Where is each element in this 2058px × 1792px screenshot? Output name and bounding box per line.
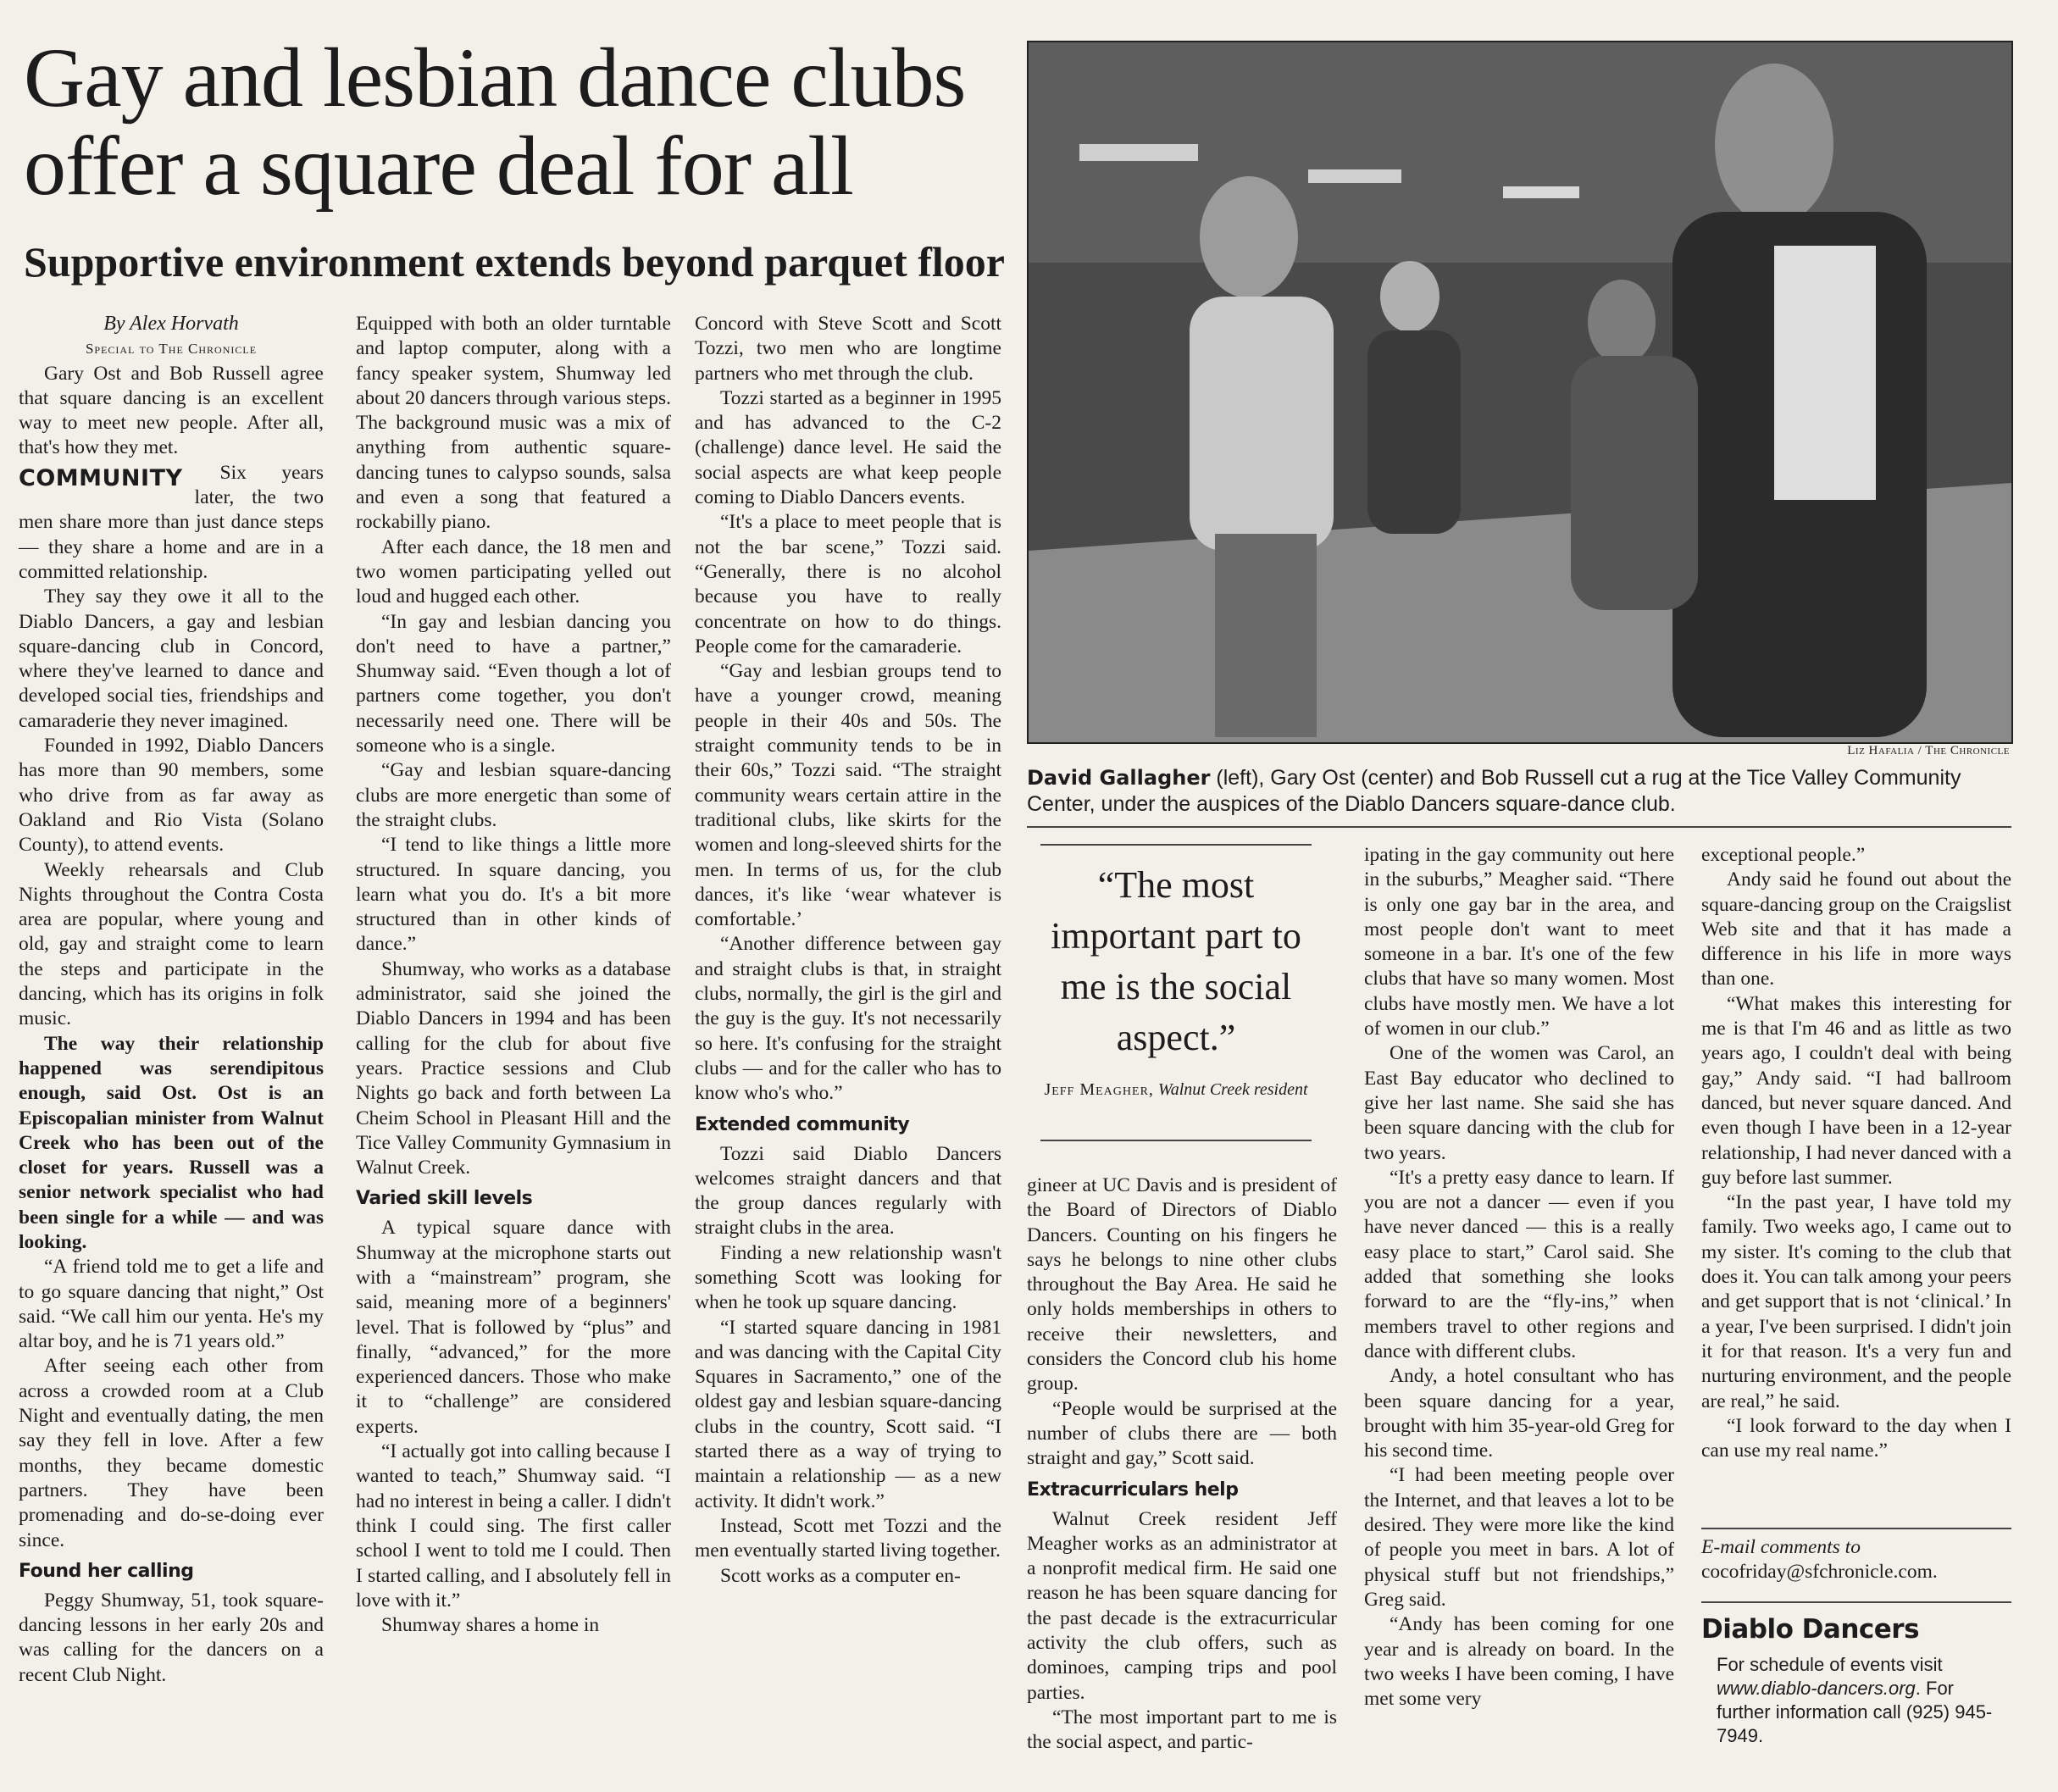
divider [1040,1140,1312,1141]
paragraph: “A friend told me to get a life and to go square dancing that night,” Ost said. “We call him our yenta. He's my altar boy, and he is 71 years old.” [19,1256,324,1353]
email-block [1701,1535,2011,1585]
paragraph: “Andy has been coming for one year and is already on board. In the two weeks I have been coming, I have met some very [1364,1613,1674,1711]
paragraph: Tozzi started as a beginner in 1995 and has advanced to the C-2 (challenge) dance level. He said the social aspects are what keep people coming to Diablo Dancers events. [695,386,1001,509]
caption-name: David Gallagher [1027,766,1211,790]
paragraph: Walnut Creek resident Jeff Meagher works as an administrator at a nonprofit medical firm. He said one reason he has been square dancing for the past decade is the extracurricular activity the club offers, such as dominoes, camping trips and pool parties. [1027,1507,1337,1704]
paragraph: “I started square dancing in 1981 and was dancing with the Capital City Squares in Sacramento,” one of the oldest gay and lesbian square-dancing clubs in the country, Scott said. “I started there as a way of trying to maintain a relationship — as a new activity. It didn't work.” [695,1316,1001,1512]
paragraph: Weekly rehearsals and Club Nights throughout the Contra Costa area are popular, where young and old, gay and straight come to learn the steps and participate in the dancing, which has its origins in folk music. [19,858,324,1030]
sidebar-diablo-dancers [1701,1614,2011,1748]
pull-quote-text: “The most important part to me is the social aspect.” [1051,864,1301,1058]
email-link[interactable]: cocofriday@sfchronicle.com. [1701,1561,1938,1584]
article-column-4 [1027,1173,1337,1756]
paragraph: COMMUNITY Six years later, the two men share more than just dance steps — they share a home and are in a committed relationship. [19,461,324,585]
sidebar-url[interactable]: www.diablo-dancers.org [1717,1678,1916,1699]
paragraph: “Another difference between gay and straight clubs is that, in straight clubs, normally, the girl is the girl and the guy is the guy. It's not necessarily so here. It's confusing for the straight clubs — and for the caller who has to know who's who.” [695,933,1001,1105]
paragraph: “In the past year, I have told my family. Two weeks ago, I came out to my sister. It's coming to the club that does it. You can talk among your peers and get support that is not ‘clinical.’ In a year, I've been surprised. I didn't join it for that reason. It's a very fun and nurturing environment, and the people are real,” he said. [1701,1191,2011,1412]
paragraph: One of the women was Carol, an East Bay educator who declined to give her last name. She said she has been square dancing with the club for two years. [1364,1042,1674,1164]
email-label: E-mail comments to [1701,1536,1861,1558]
headline: Gay and lesbian dance clubs offer a square deal for all [24,31,966,213]
photo-caption: David Gallagher (left), Gary Ost (center) and Bob Russell cut a rug at the Tice Valley Community Center, under the auspices of the Diablo Dancers square-dance club. [1027,766,1961,816]
divider [1701,1528,2011,1529]
subheading-varied-skill-levels: Varied skill levels [356,1188,533,1210]
article-column-2 [356,312,671,1638]
sidebar-body: For schedule of events visit www.diablo-dancers.org. For further information call (925) 945-7949. [1717,1654,1993,1746]
paragraph: exceptional people.” [1701,844,1866,866]
community-kicker: COMMUNITY [19,464,183,491]
paragraph: They say they owe it all to the Diablo Dancers, a gay and lesbian square-dancing club in Concord, where they've learned to dance and developed social ties, friendships and camaraderie they never imagined. [19,585,324,732]
paragraph: Founded in 1992, Diablo Dancers has more than 90 members, some who drive from as far away as Oakland and Rio Vista (Solano County), to attend events. [19,735,324,857]
paragraph: “Gay and lesbian square-dancing clubs are more energetic than some of the straight clubs. [356,759,671,831]
byline-org: Special to The Chronicle [85,341,258,358]
paragraph: “I look forward to the day when I can use my real name.” [1701,1414,2011,1462]
paragraph: Peggy Shumway, 51, took square-dancing lessons in her early 20s and was calling for the dancers on a recent Club Night. [19,1589,324,1686]
article-column-5 [1364,843,1674,1712]
paragraph: The way their relationship happened was serendipitous enough, said Ost. Ost is an Episcopalian minister from Walnut Creek who has been out of the closet for years. Russell was a senior network specialist who had been single for a while — and was looking. [19,1032,324,1253]
paragraph: After seeing each other from across a crowded room at a Club Night and eventually dating, the men say they fell in love. After a few months, they became domestic partners. They have been promenading and do-se-doing ever since. [19,1355,324,1551]
paragraph: Equipped with both an older turntable and laptop computer, along with a fancy speaker system, Shumway led about 20 dancers through various steps. The background music was a mix of anything from authentic square-dancing tunes to calypso sounds, salsa and even a song that featured a rockabilly piano. [356,313,672,534]
article-column-6 [1701,843,2011,1463]
paragraph: Tozzi said Diablo Dancers welcomes straight dancers and that the group dances regularly with straight clubs in the area. [695,1142,1001,1240]
paragraph: Concord with Steve Scott and Scott Tozzi, two men who are longtime partners who met through the club. [695,313,1001,385]
paragraph: gineer at UC Davis and is president of the Board of Directors of Diablo Dancers. Counting on his fingers he says he belongs to nine other clubs throughout the Bay Area. He said he only holds memberships in others to receive their newsletters, and considers the Concord club his home group. [1027,1174,1337,1395]
paragraph: “Gay and lesbian groups tend to have a younger crowd, meaning people in their 40s and 50s. The straight community tends to be in their 60s,” Tozzi said. “The straight community wears certain attire in the traditional clubs, like skirts for the women and long-sleeved shirts for the men. In terms of us, for the club dances, it's like ‘wear whatever is comfortable.’ [695,660,1001,931]
paragraph: “I tend to like things a little more structured. In square dancing, you learn what you do. It's a bit more structured than in other kinds of dance.” [356,834,671,956]
subheading-extracurriculars-help: Extracurriculars help [1027,1479,1239,1501]
divider [1040,844,1312,846]
paragraph: “In gay and lesbian dancing you don't need to have a partner,” Shumway said. “Even though a lot of partners come together, you don't necessarily need one. There will be someone who is a single. [356,610,671,757]
paragraph: “I actually got into calling because I wanted to teach,” Shumway said. “I had no interest in being a caller. I didn't think I could sing. The first caller school I went to told me I could. Then I started calling, and I absolutely fell in love with it.” [356,1440,671,1612]
divider [1701,1601,2011,1603]
divider [1027,826,2011,828]
paragraph: “People would be surprised at the number of clubs there are — both straight and gay,” Scott said. [1027,1397,1337,1470]
paragraph: “I had been meeting people over the Internet, and that leaves a lot to be desired. They were more like the kind of people you meet in bars. A lot of physical stuff but not friendships,” Greg said. [1364,1464,1674,1611]
article-column-1 [19,312,324,1688]
paragraph: A typical square dance with Shumway at the microphone starts out with a “mainstream” program, she said, meaning more of a beginners' level. That is followed by “plus” and finally, “advanced,” for the more experienced dancers. Those who make it to “challenge” are considered experts. [356,1217,671,1438]
paragraph: “The most important part to me is the social aspect, and partic- [1027,1706,1337,1754]
paragraph: ipating in the gay community out here in the suburbs,” Meagher said. “There is only one gay bar in the area, and most people don't want to meet someone in a bar. It's one of the few clubs that have so many women. Most clubs have mostly men. We have a lot of women in our club.” [1364,844,1674,1040]
paragraph: “It's a pretty easy dance to learn. If you are not a dancer — even if you have never danced — this is a really easy place to start,” Carol said. She added that something she looks forward to are the “fly-ins,” when members travel to other regions and dance with different clubs. [1364,1166,1674,1362]
paragraph: Andy said he found out about the square-dancing group on the Craigslist Web site and that it has made a difference in his life in more ways than one. [1701,868,2011,990]
pull-quote-attribution: Jeff Meagher, Walnut Creek resident [1044,1080,1308,1099]
photo-credit: Liz Hafalia / The Chronicle [1847,744,2010,757]
article-column-3 [695,312,1001,1589]
paragraph: Shumway shares a home in [381,1614,600,1637]
paragraph: Shumway, who works as a database administrator, said she joined the Diablo Dancers in 1994 and has been calling for the club for about five years. Practice sessions and Club Nights go back and forth between La Cheim School in Pleasant Hill and the Tice Valley Community Gymnasium in Walnut Creek. [356,957,671,1179]
paragraph: Andy, a hotel consultant who has been square dancing for a year, brought with him 35-year-old Greg for his second time. [1364,1365,1674,1462]
paragraph: Finding a new relationship wasn't something Scott was looking for when he took up square dancing. [695,1241,1001,1314]
dance-photo [1027,41,2013,744]
paragraph: Scott works as a computer en- [720,1564,961,1587]
paragraph: “What makes this interesting for me is that I'm 46 and as little as two years ago, I couldn't deal with being gay,” Andy said. “I had ballroom danced, but never square danced. And even though I have been in a 12-year relationship, I had never danced with a guy before last summer. [1701,992,2011,1189]
subheading-found-her-calling: Found her calling [19,1560,194,1582]
paragraph: “It's a place to meet people that is not the bar scene,” Tozzi said. “Generally, there is no alcohol because you have to really concentrate on how to do things. People come for the camaraderie. [695,511,1001,657]
sidebar-title: Diablo Dancers [1701,1614,1920,1645]
pull-quote [1040,860,1312,1101]
subhead: Supportive environment extends beyond parquet floor [24,238,1005,286]
byline: By Alex Horvath [103,313,239,335]
subheading-extended-community: Extended community [695,1113,910,1135]
paragraph: Gary Ost and Bob Russell agree that square dancing is an excellent way to meet new people. After all, that's how they met. [19,362,324,459]
paragraph: Instead, Scott met Tozzi and the men eventually started living together. [695,1514,1001,1562]
paragraph: After each dance, the 18 men and two women participating yelled out loud and hugged each other. [356,535,671,608]
